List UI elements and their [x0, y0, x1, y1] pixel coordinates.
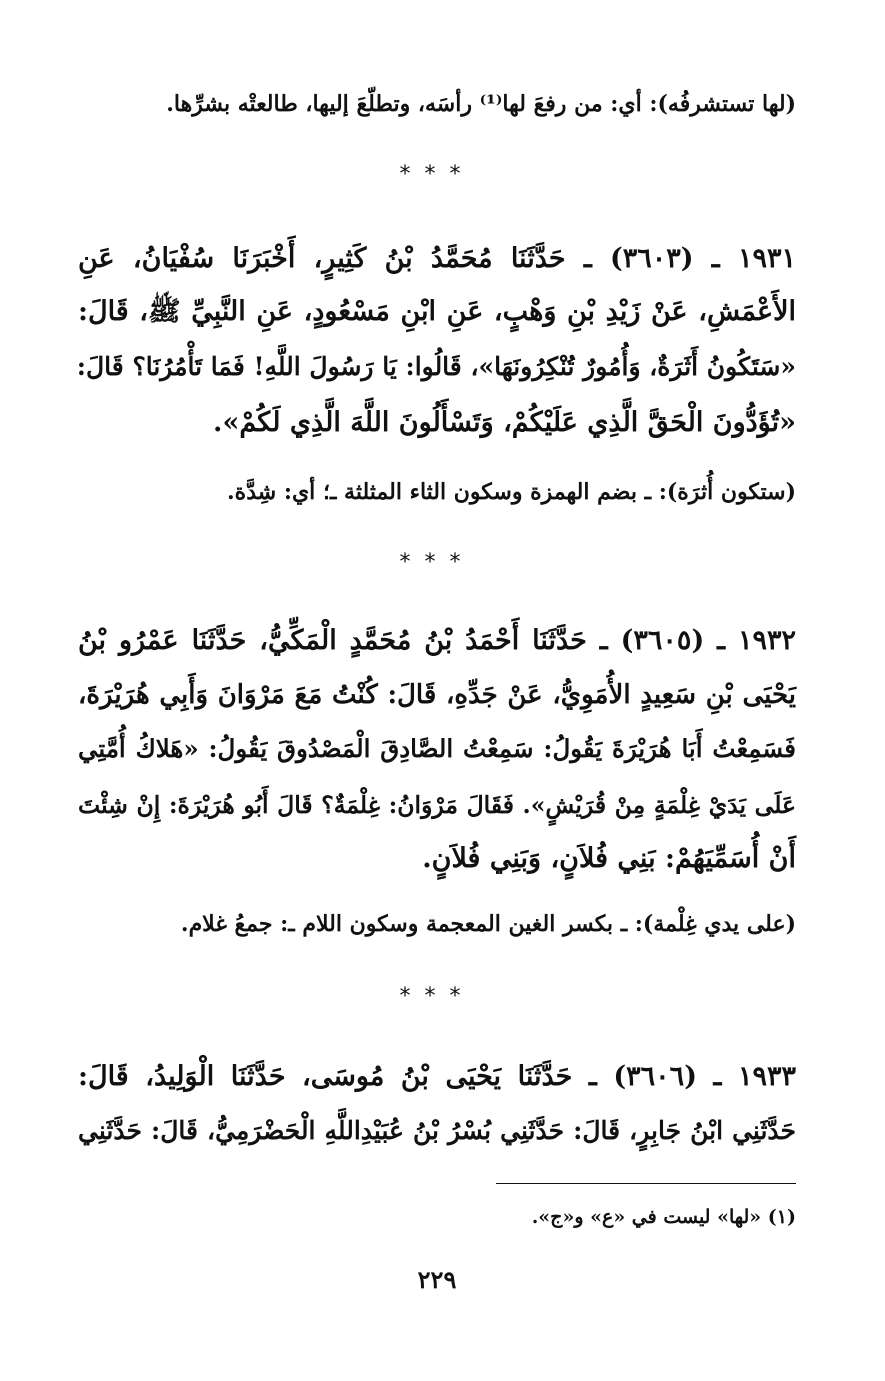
book-page	[78, 0, 796, 1381]
hadith-line: «سَتَكُونُ أَثَرَةٌ، وَأُمُورٌ تُنْكِرُونَهَا»، قَالُوا: يَا رَسُولَ اللَّهِ! فَمَا تَأْمُرُنَا؟ قَالَ:	[76, 352, 796, 381]
hadith-line: عَلَى يَدَيْ غِلْمَةٍ مِنْ قُرَيْشٍ». فَقَالَ مَرْوَانُ: غِلْمَةٌ؟ قَالَ أَبُو هُرَيْرَةَ: إِنْ شِئْتَ	[78, 791, 796, 819]
footnote: (١) «لها» ليست في «ع» و«ج».	[531, 1206, 796, 1228]
hadith-line: «تُؤَدُّونَ الْحَقَّ الَّذِي عَلَيْكُمْ، وَتَسْأَلُونَ اللَّهَ الَّذِي لَكُمْ».	[213, 407, 796, 438]
explanatory-note: (ستكون أُثرَة): ـ بضم الهمزة وسكون الثاء المثلثة ـ؛ أي: شِدَّة.	[227, 479, 796, 505]
hadith-line: فَسَمِعْتُ أَبَا هُرَيْرَةَ يَقُولُ: سَمِعْتُ الصَّادِقَ الْمَصْدُوقَ يَقُولُ: «هَلاكُ أُمَّتِي	[78, 734, 796, 763]
hadith-line: ١٩٣٢ ـ (٣٦٠٥) ـ حَدَّثَنَا أَحْمَدُ بْنُ مُحَمَّدٍ الْمَكِّيُّ، حَدَّثَنَا عَمْرُو بْنُ	[78, 625, 796, 656]
section-separator: ***	[399, 162, 475, 187]
hadith-line: أَنْ أُسَمِّيَهُمْ: بَنِي فُلاَنٍ، وَبَنِي فُلاَنٍ.	[422, 843, 796, 874]
section-separator: ***	[399, 550, 475, 575]
hadith-line: حَدَّثَنِي ابْنُ جَابِرٍ، قَالَ: حَدَّثَنِي بُسْرُ بْنُ عُبَيْدِاللَّهِ الْحَضْرَمِيُّ، قَالَ: حَدَّثَنِي	[78, 1116, 796, 1145]
explanatory-note: (لها تستشرفُه): أي: من رفعَ لها⁽¹⁾ رأسَه، وتطلّعَ إليها، طالعتْه بشرِّها.	[166, 91, 796, 117]
hadith-line: ١٩٣١ ـ (٣٦٠٣) ـ حَدَّثَنَا مُحَمَّدُ بْنُ كَثِيرٍ، أَخْبَرَنَا سُفْيَانُ، عَنِ	[78, 243, 796, 274]
hadith-line: ١٩٣٣ ـ (٣٦٠٦) ـ حَدَّثَنَا يَحْيَى بْنُ مُوسَى، حَدَّثَنَا الْوَلِيدُ، قَالَ:	[78, 1061, 796, 1092]
footnote-divider	[496, 1183, 796, 1184]
explanatory-note: (على يدي غِلْمة): ـ بكسر الغين المعجمة وسكون اللام ـ: جمعُ غلام.	[180, 911, 796, 937]
hadith-line: الأَعْمَشِ، عَنْ زَيْدِ بْنِ وَهْبٍ، عَنِ ابْنِ مَسْعُودٍ، عَنِ النَّبِيِّ ﷺ، قَالَ:	[78, 296, 796, 327]
hadith-line: يَحْيَى بْنِ سَعِيدٍ الأُمَوِيُّ، عَنْ جَدِّهِ، قَالَ: كُنْتُ مَعَ مَرْوَانَ وَأَبِي هُرَيْرَةَ،	[78, 680, 796, 710]
page-number: ٢٢٩	[417, 1265, 457, 1294]
section-separator: ***	[399, 984, 475, 1009]
